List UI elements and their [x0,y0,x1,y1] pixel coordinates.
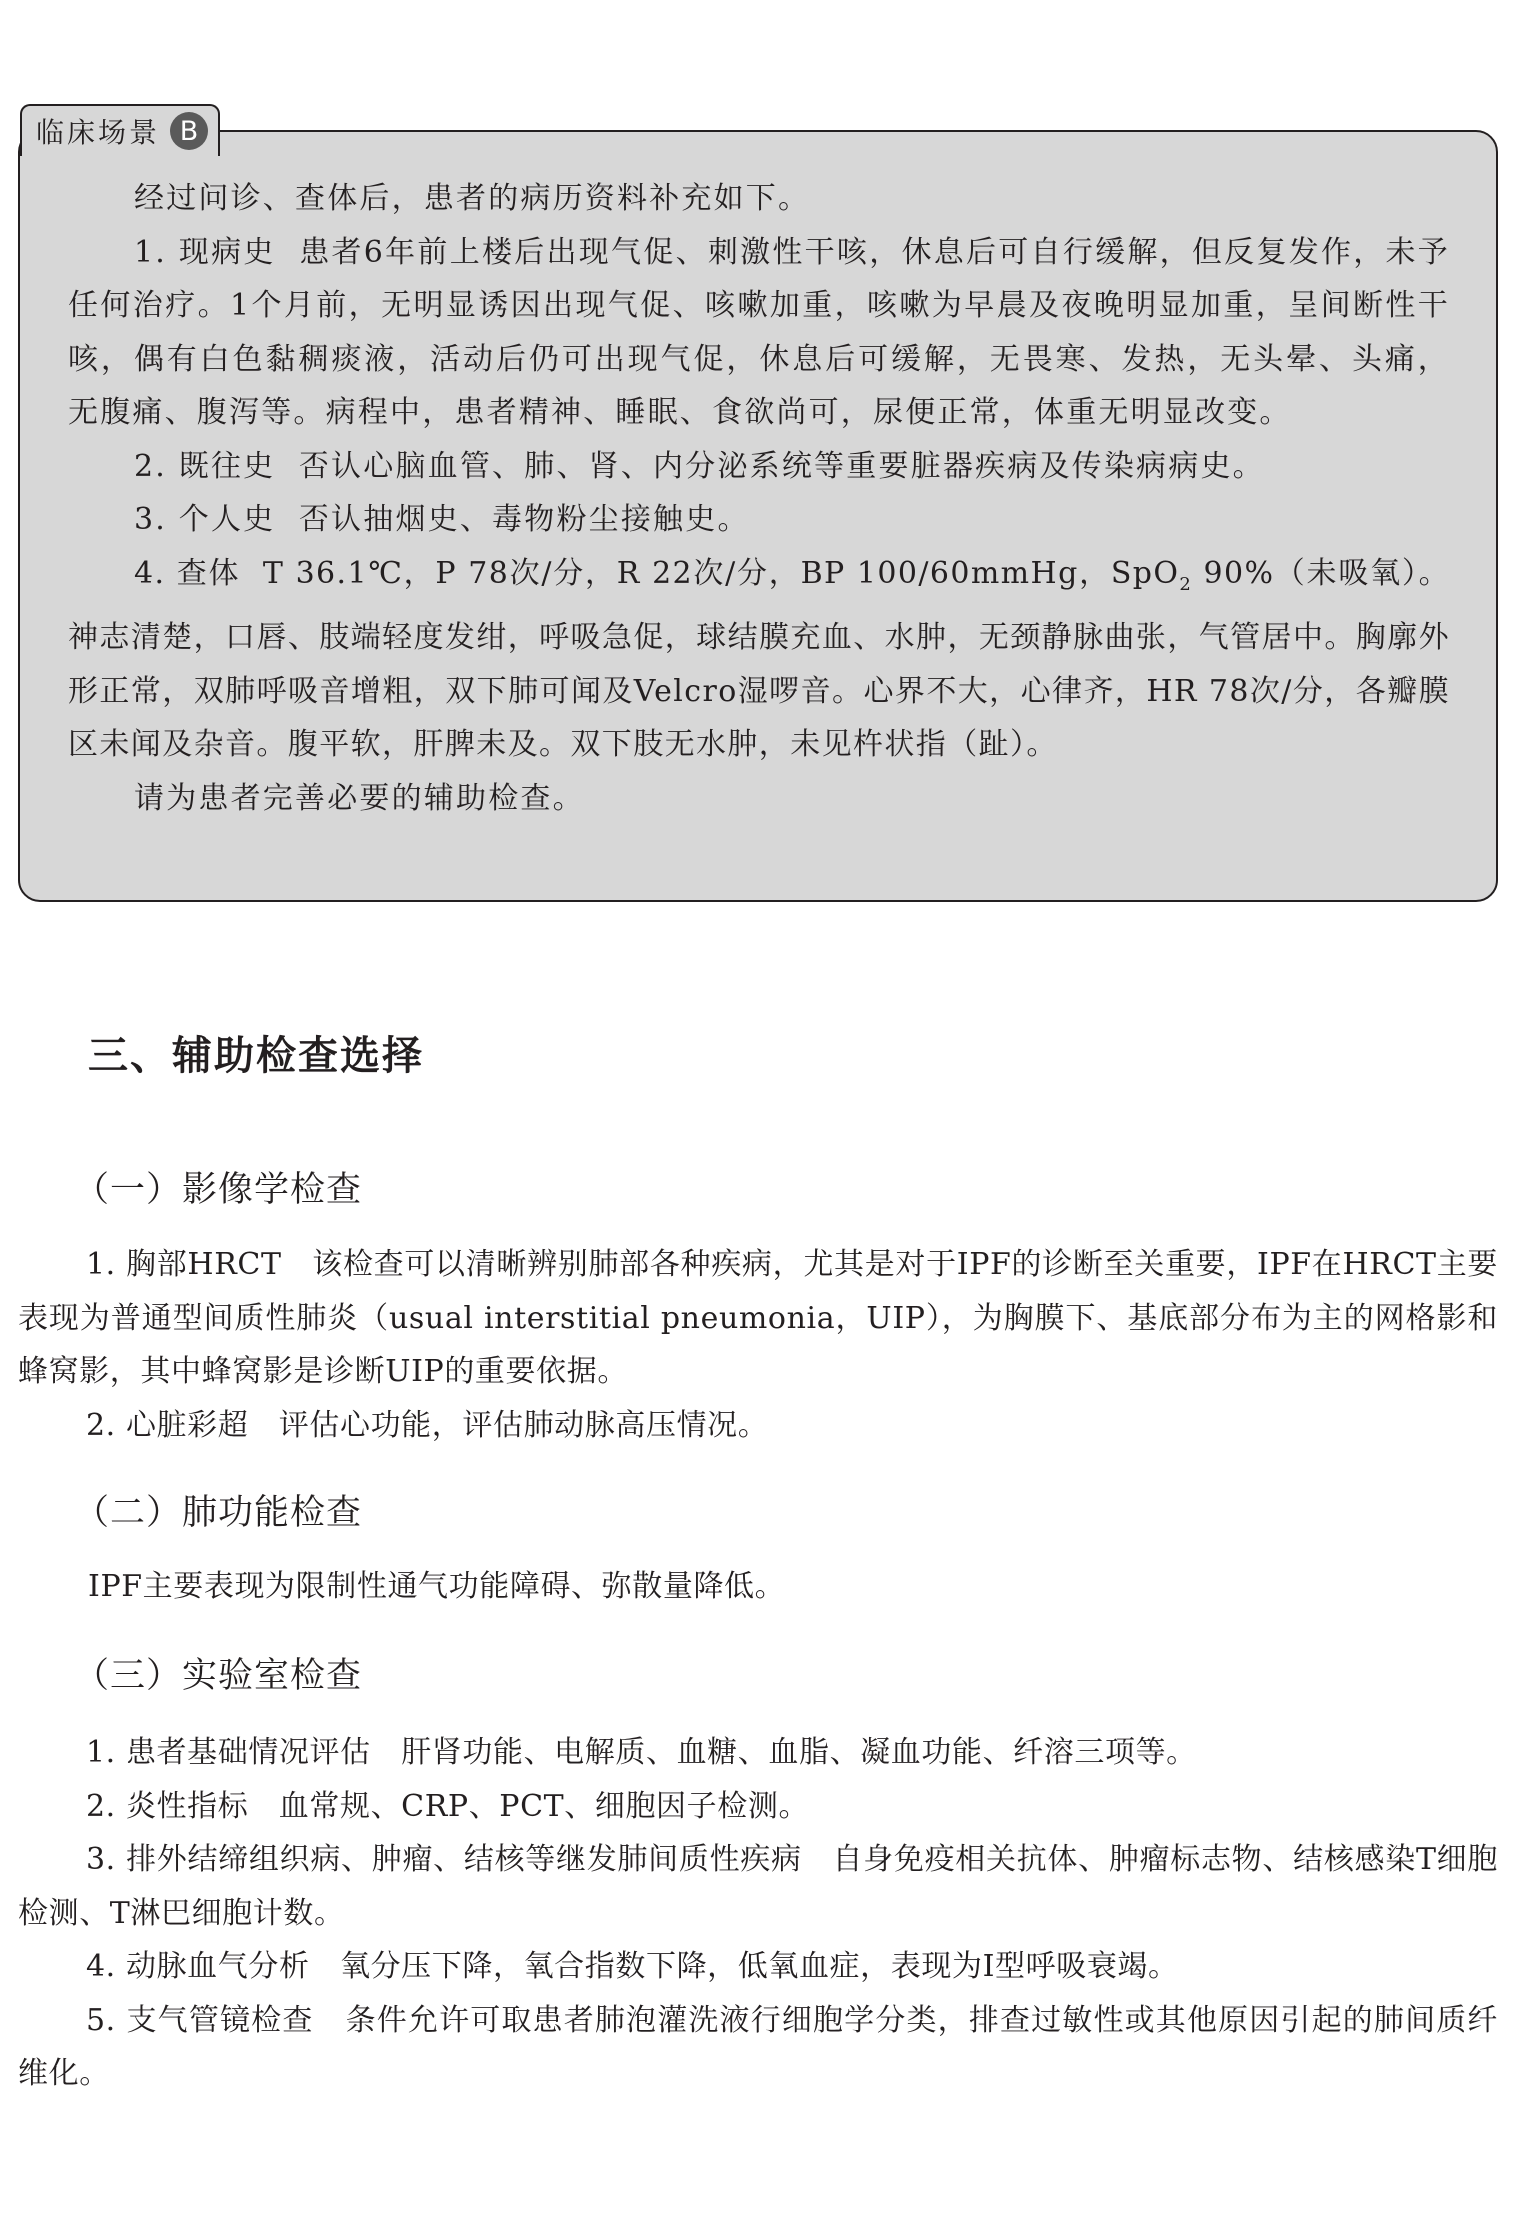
physical-exam [68,547,1450,772]
history-past [68,440,1450,494]
lab-item-label: 2. 炎性指标 [86,1788,249,1824]
lab-item-inflammation [18,1780,1498,1834]
lab-item-label: 4. 动脉血气分析 [86,1949,310,1984]
imaging-item-echo [18,1399,1498,1453]
imaging-item-text: 该检查可以清晰辨别肺部各种疾病，尤其是对于IPF的诊断至关重要，IPF在HRCT主要表现为普通型间质性肺炎（usual interstitial pneumonia，UIP），为胸膜下、基底部分布为主的网格影和蜂窝影，其中蜂窝影是诊断UIP的重要依据。 [18,1247,1498,1389]
scenario-badge: B [170,112,208,150]
scenario-tab [20,104,220,156]
history-personal [68,493,1450,547]
lab-list [18,1726,1498,2101]
history-past-text: 否认心脑血管、肺、肾、内分泌系统等重要脏器疾病及传染病病史。 [298,448,1265,484]
history-present-text: 患者6年前上楼后出现气促、刺激性干咳，休息后可自行缓解，但反复发作，未予任何治疗。1个月前，无明显诱因出现气促、咳嗽加重，咳嗽为早晨及夜晚明显加重，呈间断性干咳，偶有白色黏稠痰液，活动后仍可出现气促，休息后可缓解，无畏寒、发热，无头晕、头痛，无腹痛、腹泻等。病程中，患者精神、睡眠、食欲尚可，尿便正常，体重无明显改变。 [68,234,1450,430]
history-present [68,226,1450,440]
imaging-item-label: 2. 心脏彩超 [86,1407,249,1443]
imaging-item-hrct [18,1238,1498,1399]
lab-item-text: 氧分压下降，氧合指数下降，低氧血症，表现为Ⅰ型呼吸衰竭。 [339,1949,1179,1984]
lab-item-secondary [18,1833,1498,1940]
pulmonary-text: IPF主要表现为限制性通气功能障碍、弥散量降低。 [88,1569,786,1604]
scene-request: 请为患者完善必要的辅助检查。 [134,780,585,816]
scene-intro: 经过问诊、查体后，患者的病历资料补充如下。 [134,181,811,216]
history-personal-label: 3. 个人史 [134,502,276,537]
physical-exam-text: 神志清楚，口唇、肢端轻度发绀，呼吸急促，球结膜充血、水肿，无颈静脉曲张，气管居中。胸廓外形正常，双肺呼吸音增粗，双下肺可闻及Velcro湿啰音。心界不大，心律齐，HR 78次/分，各瓣膜区未闻及杂音。腹平软，肝脾未及。双下肢无水肿，未见杵状指（趾）。 [68,620,1450,762]
section-title: 三、辅助检查选择 [88,1033,424,1079]
spo2-subscript: 2 [1179,573,1193,595]
history-personal-text: 否认抽烟史、毒物粉尘接触史。 [298,502,750,537]
lab-item-text: 肝肾功能、电解质、血糖、血脂、凝血功能、纤溶三项等。 [401,1735,1197,1770]
lab-item-baseline [18,1726,1498,1780]
lab-item-bronchoscopy [18,1994,1498,2101]
clinical-scenario-box [18,130,1498,902]
imaging-item-label: 1. 胸部HRCT [86,1247,282,1282]
vitals-text: T 36.1℃，P 78次/分，R 22次/分，BP 100/60mmHg，SpO [262,555,1180,591]
imaging-heading: （一）影像学检查 [74,1170,363,1210]
imaging-item-text: 评估心功能，评估肺动脉高压情况。 [278,1407,769,1443]
lab-item-text: 血常规、CRP、PCT、细胞因子检测。 [278,1788,810,1824]
lab-item-blood-gas [18,1940,1498,1994]
history-present-label: 1. 现病史 [134,234,276,270]
history-past-label: 2. 既往史 [134,448,276,484]
pulmonary-heading: （二）肺功能检查 [74,1493,363,1533]
scenario-tab-label: 临床场景 [36,116,161,149]
lab-item-label: 1. 患者基础情况评估 [86,1735,371,1770]
lab-item-text: 自身免疫相关抗体、肿瘤标志物、结核感染T细胞检测、T淋巴细胞计数。 [18,1842,1498,1931]
physical-exam-label: 4. 查体 [134,555,241,591]
lab-item-label: 5. 支气管镜检查 [86,2002,314,2038]
imaging-list [18,1238,1498,1452]
lab-item-label: 3. 排外结缔组织病、肿瘤、结核等继发肺间质性疾病 [86,1842,802,1877]
lab-item-text: 条件允许可取患者肺泡灌洗液行细胞学分类，排查过敏性或其他原因引起的肺间质纤维化。 [18,2002,1498,2091]
lab-heading: （三）实验室检查 [74,1656,363,1696]
vitals-text-end: 90%（未吸氧）。 [1192,555,1451,591]
